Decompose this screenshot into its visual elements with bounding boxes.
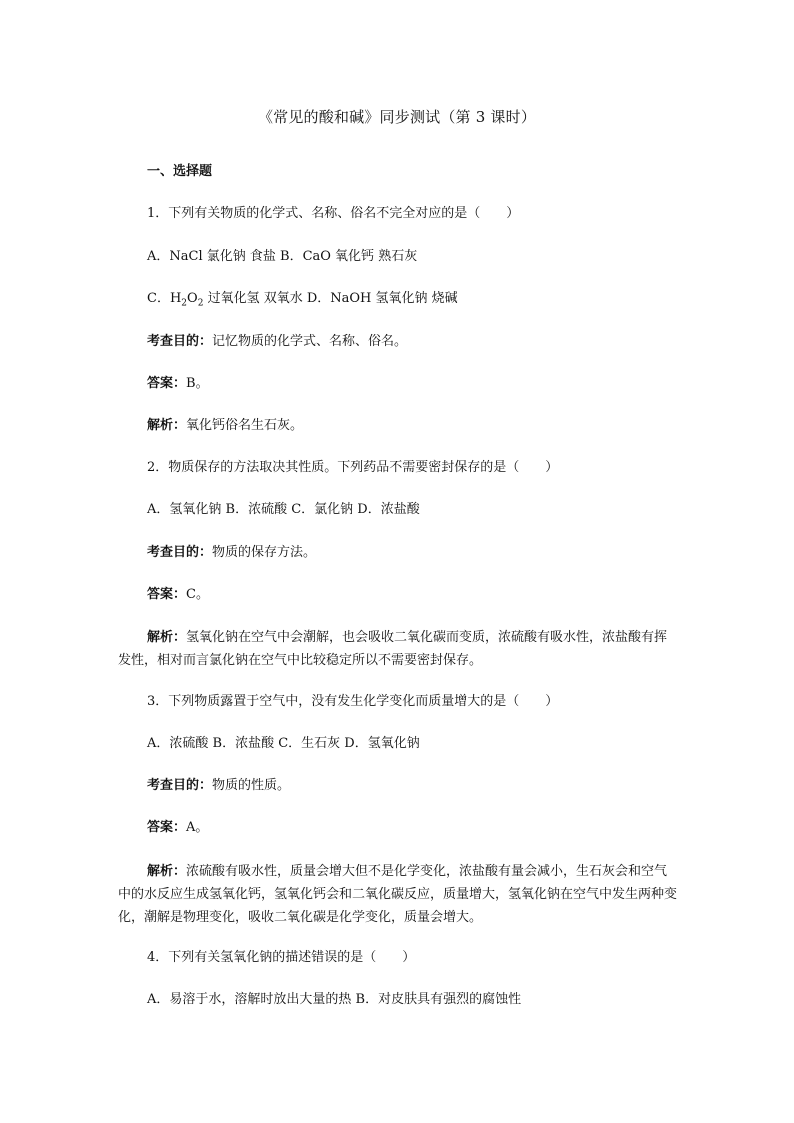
q3-purpose [147, 776, 290, 796]
q2-answer [147, 585, 209, 605]
q3-answer [147, 818, 208, 838]
q3-answer-label: 答案： [147, 820, 187, 835]
q3-options: A．浓硫酸 B．浓盐酸 C．生石灰 D．氢氧化钠 [147, 736, 420, 751]
page-title: 《常见的酸和碱》同步测试（第 3 课时） [257, 108, 537, 126]
q3-purpose-text: 物质的性质。 [212, 778, 291, 793]
q1-analysis-label: 解析： [147, 418, 187, 433]
section-heading-choice: 一、选择题 [147, 164, 213, 179]
q2-analysis-text: 氢氧化钠在空气中会潮解，也会吸收二氧化碳而变质，浓硫酸有吸水性，浓盐酸有挥发性，相对而言氯化钠在空气中比较稳定所以不需要密封保存。 [118, 630, 668, 668]
q1-purpose-text: 记忆物质的化学式、名称、俗名。 [212, 334, 408, 349]
q1-answer-label: 答案： [147, 376, 187, 391]
q1-opt-c-rest: 过氧化氢 双氧水 D．NaOH 氢氧化钠 烧碱 [203, 291, 458, 306]
q1-analysis-text: 氧化钙俗名生石灰。 [186, 418, 304, 433]
q1-purpose-label: 考查目的： [147, 334, 213, 349]
q3-analysis [118, 860, 678, 929]
q3-stem: 3．下列物质露置于空气中，没有发生化学变化而质量增大的是（ ） [147, 694, 559, 709]
q4-options-ab: A．易溶于水，溶解时放出大量的热 B．对皮肤具有强烈的腐蚀性 [147, 992, 522, 1007]
q2-purpose [147, 543, 316, 563]
q1-stem: 1．下列有关物质的化学式、名称、俗名不完全对应的是（ ） [147, 206, 520, 221]
q1-answer-text: B。 [186, 376, 209, 391]
q2-analysis [118, 626, 678, 672]
q2-stem: 2．物质保存的方法取决其性质。下列药品不需要密封保存的是​（ ） [147, 460, 559, 475]
q2-purpose-text: 物质的保存方法。 [212, 545, 317, 560]
q1-opt-c-sub1: 2 [181, 298, 188, 309]
q2-answer-text: C。 [186, 587, 209, 602]
q1-answer [147, 374, 209, 394]
q1-opt-c-prefix: C．H [147, 291, 182, 306]
q3-purpose-label: 考查目的： [147, 778, 213, 793]
q3-analysis-text: 浓硫酸有吸水性，质量会增大但不是化学变化，浓盐酸有量会减小，生石灰会和空气中的水反应生成氢氧化钙，氢氧化钙会和二氧化碳反应，质量增大，氢氧化钠在空气中发生两种变化，潮解是物理变化，吸收二氧化碳是化学变化，质量会增大。 [118, 864, 678, 925]
q1-opt-c-sub2: 2 [197, 298, 204, 309]
q1-options-ab: A．NaCl 氯化钠 食盐 B．CaO 氧化钙 熟石灰 [147, 249, 418, 264]
q2-analysis-label: 解析： [147, 630, 187, 645]
q2-answer-label: 答案： [147, 587, 187, 602]
q2-purpose-label: 考查目的： [147, 545, 213, 560]
q3-answer-text: A。 [186, 820, 209, 835]
q3-analysis-label: 解析： [147, 864, 187, 879]
q1-purpose [147, 332, 407, 352]
q1-opt-c-mid: O [187, 291, 198, 306]
q2-options: A．氢氧化钠 B．浓硫酸 C．氯化钠 D．浓盐酸 [147, 502, 420, 517]
q1-options-cd [147, 289, 458, 309]
q1-analysis [147, 416, 303, 436]
q4-stem: 4．下列有关氢氧化钠的描述错误的是（ ） [147, 950, 416, 965]
